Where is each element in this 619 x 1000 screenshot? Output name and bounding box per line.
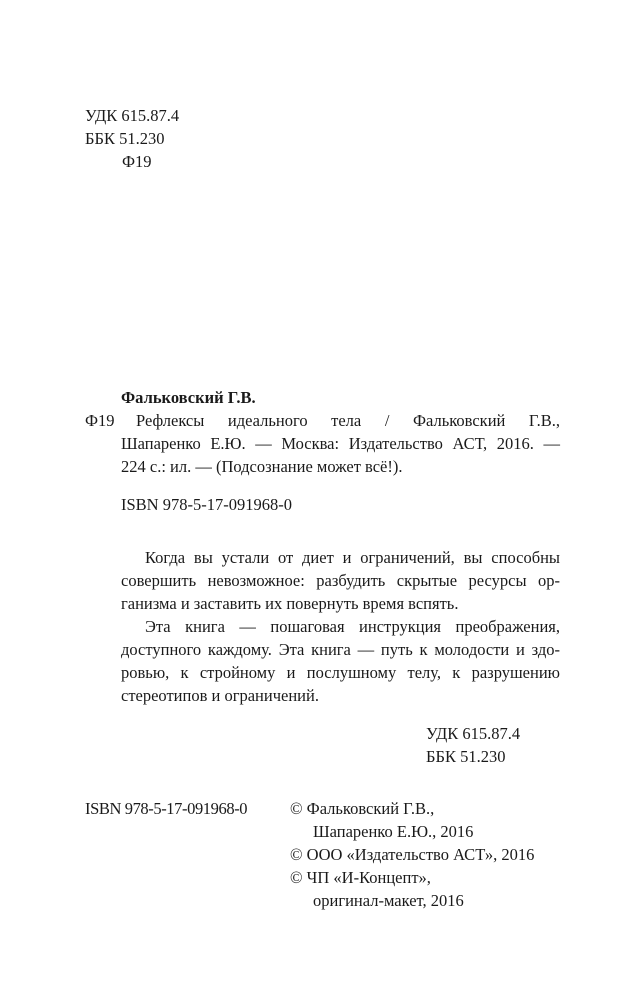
author-mark: Ф19	[85, 411, 115, 430]
annotation-p2-line-2: доступного каждому. Эта книга — путь к молодости и здо-	[121, 640, 560, 659]
author-mark-top: Ф19	[122, 152, 152, 171]
copyright-line-1: © Фальковский Г.В.,	[290, 799, 435, 818]
bbk-code-bottom: ББК 51.230	[426, 747, 506, 766]
bib-line-2: Шапаренко Е.Ю. — Москва: Издательство АСТ, 2016. —	[121, 434, 560, 453]
annotation-p2-line-3: ровью, к стройному и послушному телу, к разрушению	[121, 663, 560, 682]
annotation-p1-line-1: Когда вы устали от диет и ограничений, вы способны	[145, 548, 560, 567]
bib-line-1: Рефлексы идеального тела / Фальковский Г.В.,	[136, 411, 560, 430]
copyright-line-2: Шапаренко Е.Ю., 2016	[313, 822, 474, 841]
copyright-line-5: оригинал-макет, 2016	[313, 891, 464, 910]
annotation-p1-line-3: ганизма и заставить их повернуть время вспять.	[121, 594, 459, 613]
udk-code-top: УДК 615.87.4	[85, 106, 180, 125]
bib-line-3: 224 с.: ил. — (Подсознание может всё!).	[121, 457, 403, 476]
annotation-p1-line-2: совершить невозможное: разбудить скрытые ресурсы ор-	[121, 571, 560, 590]
copyright-line-4: © ЧП «И-Концепт»,	[290, 868, 431, 887]
author-heading: Фальковский Г.В.	[121, 388, 256, 407]
isbn-copyright: ISBN 978-5-17-091968-0	[85, 799, 248, 818]
annotation-p2-line-1: Эта книга — пошаговая инструкция преображения,	[145, 617, 560, 636]
copyright-line-3: © ООО «Издательство АСТ», 2016	[290, 845, 535, 864]
udk-code-bottom: УДК 615.87.4	[426, 724, 521, 743]
annotation-p2-line-4: стереотипов и ограничений.	[121, 686, 319, 705]
bbk-code-top: ББК 51.230	[85, 129, 165, 148]
isbn-record: ISBN 978-5-17-091968-0	[121, 495, 292, 514]
